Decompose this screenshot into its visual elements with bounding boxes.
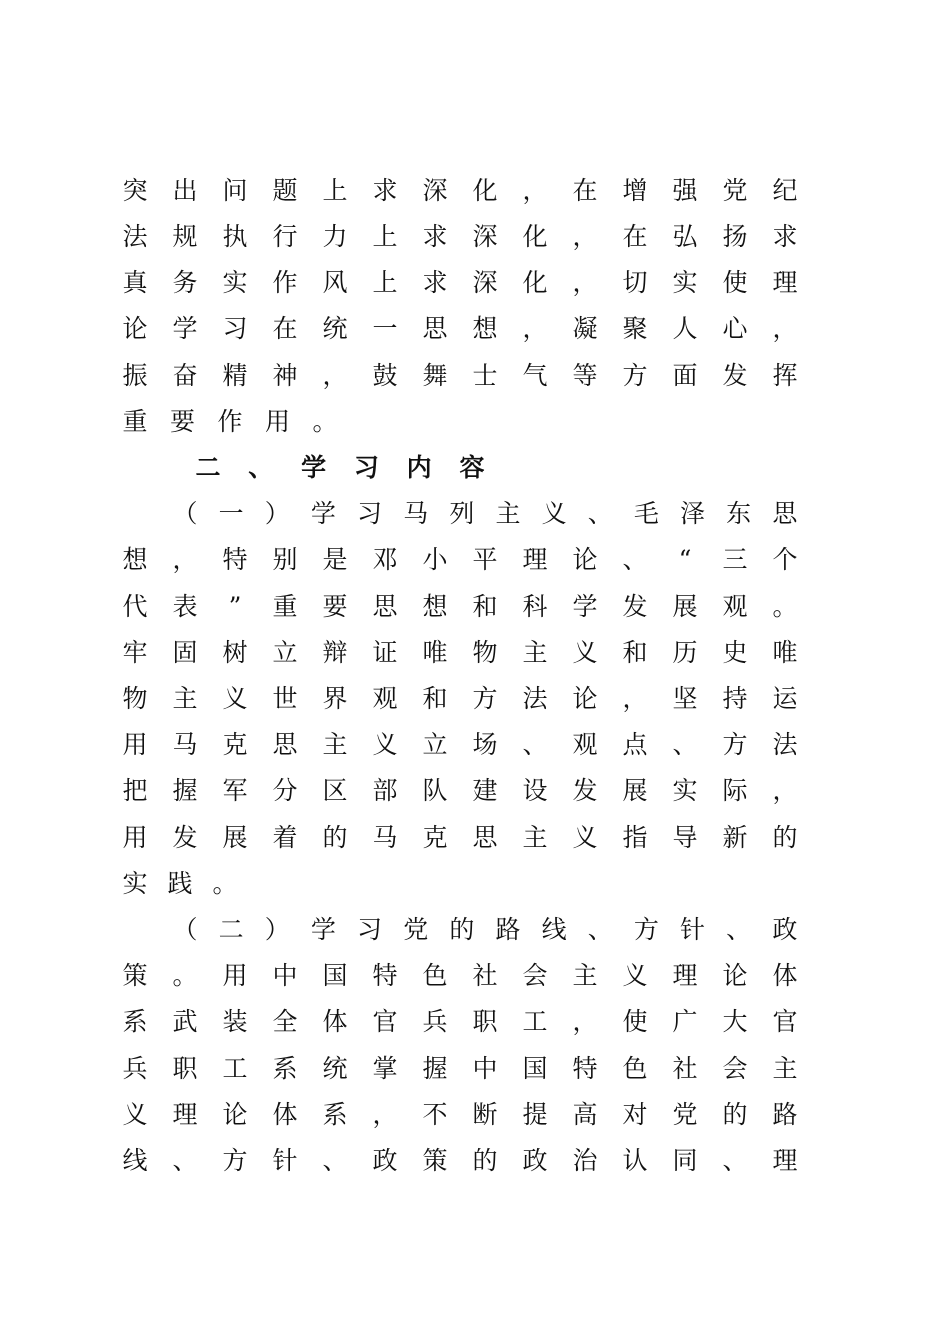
text-line: 代 表 ” 重 要 思 想 和 科 学 发 展 观 。 <box>122 592 798 621</box>
text-line: 把 握 军 分 区 部 队 建 设 发 展 实 际 ， <box>122 776 798 805</box>
text-line: 突 出 问 题 上 求 深 化 ， 在 增 强 党 纪 <box>122 176 798 205</box>
text-line: 实 践 。 <box>122 869 238 898</box>
text-line: 用 发 展 着 的 马 克 思 主 义 指 导 新 的 <box>122 823 798 852</box>
text-line: 法 规 执 行 力 上 求 深 化 ， 在 弘 扬 求 <box>122 222 798 251</box>
text-line: 义 理 论 体 系 ， 不 断 提 高 对 党 的 路 <box>122 1100 798 1129</box>
text-line: 兵 职 工 系 统 掌 握 中 国 特 色 社 会 主 <box>122 1054 798 1083</box>
text-line: 系 武 装 全 体 官 兵 职 工 ， 使 广 大 官 <box>122 1007 798 1036</box>
section-heading: 二 、 学 习 内 容 <box>195 453 485 482</box>
text-line: 牢 固 树 立 辩 证 唯 物 主 义 和 历 史 唯 <box>122 638 798 667</box>
text-line: 真 务 实 作 风 上 求 深 化 ， 切 实 使 理 <box>122 268 798 297</box>
text-line: 论 学 习 在 统 一 思 想 ， 凝 聚 人 心 ， <box>122 314 798 343</box>
subsection-heading-1: （ 一 ） 学 习 马 列 主 义 、 毛 泽 东 思 <box>172 499 798 528</box>
text-line: 线 、 方 针 、 政 策 的 政 治 认 同 、 理 <box>122 1146 798 1175</box>
text-line: 物 主 义 世 界 观 和 方 法 论 ， 坚 持 运 <box>122 684 798 713</box>
text-line: 想 ， 特 别 是 邓 小 平 理 论 、 “ 三 个 <box>122 545 798 574</box>
text-line: 重 要 作 用 。 <box>122 407 338 436</box>
subsection-heading-2: （ 二 ） 学 习 党 的 路 线 、 方 针 、 政 <box>172 915 798 944</box>
text-line: 振 奋 精 神 ， 鼓 舞 士 气 等 方 面 发 挥 <box>122 361 798 390</box>
text-line: 用 马 克 思 主 义 立 场 、 观 点 、 方 法 <box>122 730 798 759</box>
text-line: 策 。 用 中 国 特 色 社 会 主 义 理 论 体 <box>122 961 798 990</box>
